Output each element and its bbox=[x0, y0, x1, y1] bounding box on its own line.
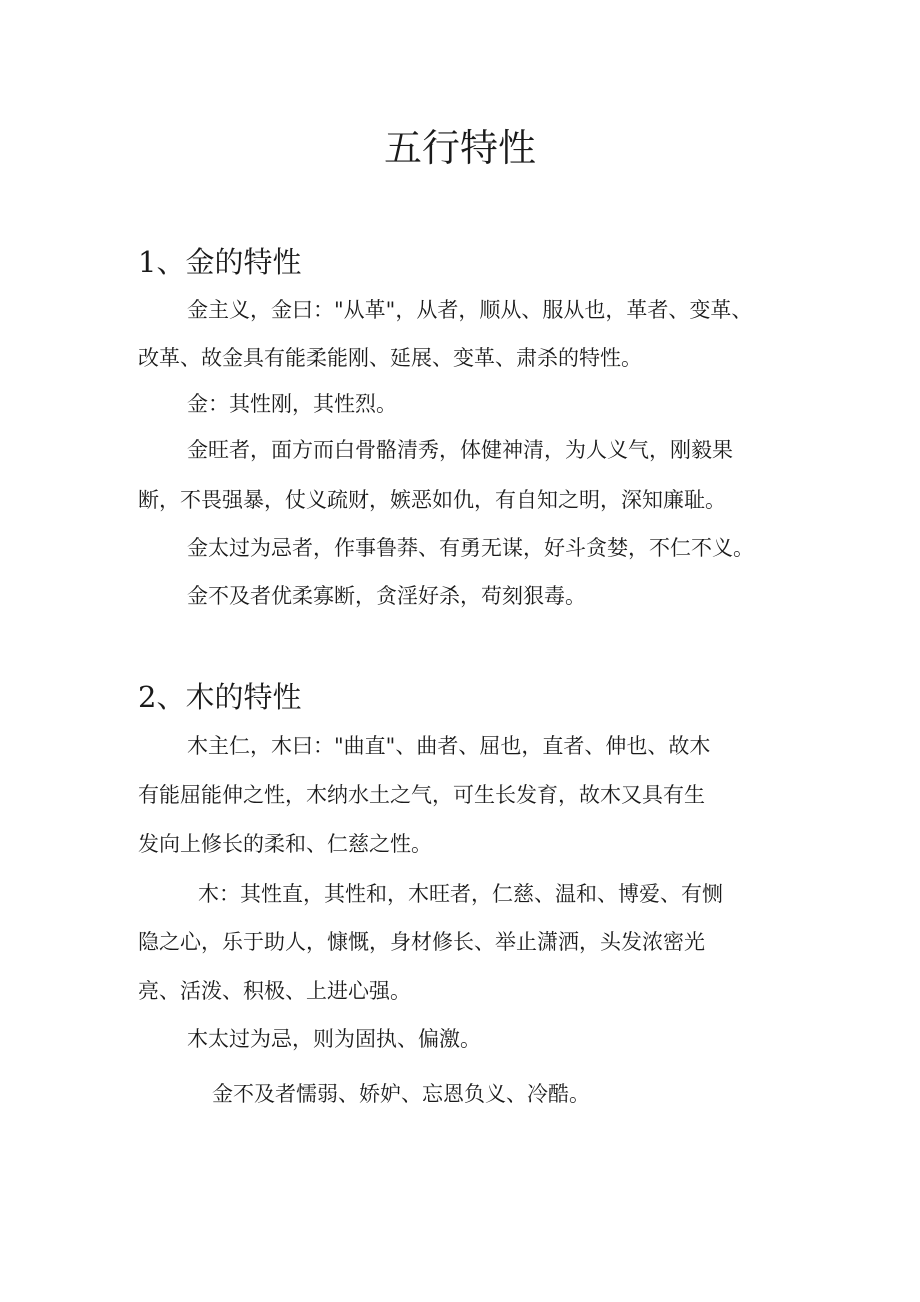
paragraph-line: 金旺者，面方而白骨骼清秀，体健神清，为人义气，刚毅果 bbox=[187, 438, 733, 462]
paragraph-line: 金不及者懦弱、娇妒、忘恩负义、冷酷。 bbox=[212, 1082, 590, 1106]
paragraph-line: 金主义，金曰："从革"，从者，顺从、服从也，革者、变革、 bbox=[187, 298, 753, 322]
paragraph-line: 金：其性刚，其性烈。 bbox=[187, 392, 397, 416]
paragraph-line: 有能屈能伸之性，木纳水土之气，可生长发育，故木又具有生 bbox=[138, 783, 705, 807]
paragraph-line: 亮、活泼、积极、上进心强。 bbox=[138, 979, 411, 1003]
paragraph-line: 金不及者优柔寡断，贪淫好杀，苟刻狠毒。 bbox=[187, 584, 586, 608]
page-title: 五行特性 bbox=[383, 126, 536, 170]
paragraph-line: 改革、故金具有能柔能刚、延展、变革、肃杀的特性。 bbox=[138, 346, 642, 370]
paragraph-line: 木：其性直，其性和，木旺者，仁慈、温和、博爱、有恻 bbox=[198, 882, 723, 906]
paragraph-line: 木太过为忌，则为固执、偏激。 bbox=[187, 1027, 481, 1051]
section-heading-wood: 2、木的特性 bbox=[138, 680, 302, 714]
section-heading-metal: 1、金的特性 bbox=[138, 245, 302, 279]
paragraph-line: 木主仁，木曰："曲直"、曲者、屈也，直者、伸也、故木 bbox=[187, 734, 711, 758]
paragraph-line: 金太过为忌者，作事鲁莽、有勇无谋，好斗贪婪，不仁不义。 bbox=[187, 536, 754, 560]
paragraph-line: 隐之心，乐于助人，慷慨，身材修长、举止潇洒，头发浓密光 bbox=[138, 930, 705, 954]
paragraph-line: 发向上修长的柔和、仁慈之性。 bbox=[138, 832, 432, 856]
paragraph-line: 断，不畏强暴，仗义疏财，嫉恶如仇，有自知之明，深知廉耻。 bbox=[138, 488, 726, 512]
